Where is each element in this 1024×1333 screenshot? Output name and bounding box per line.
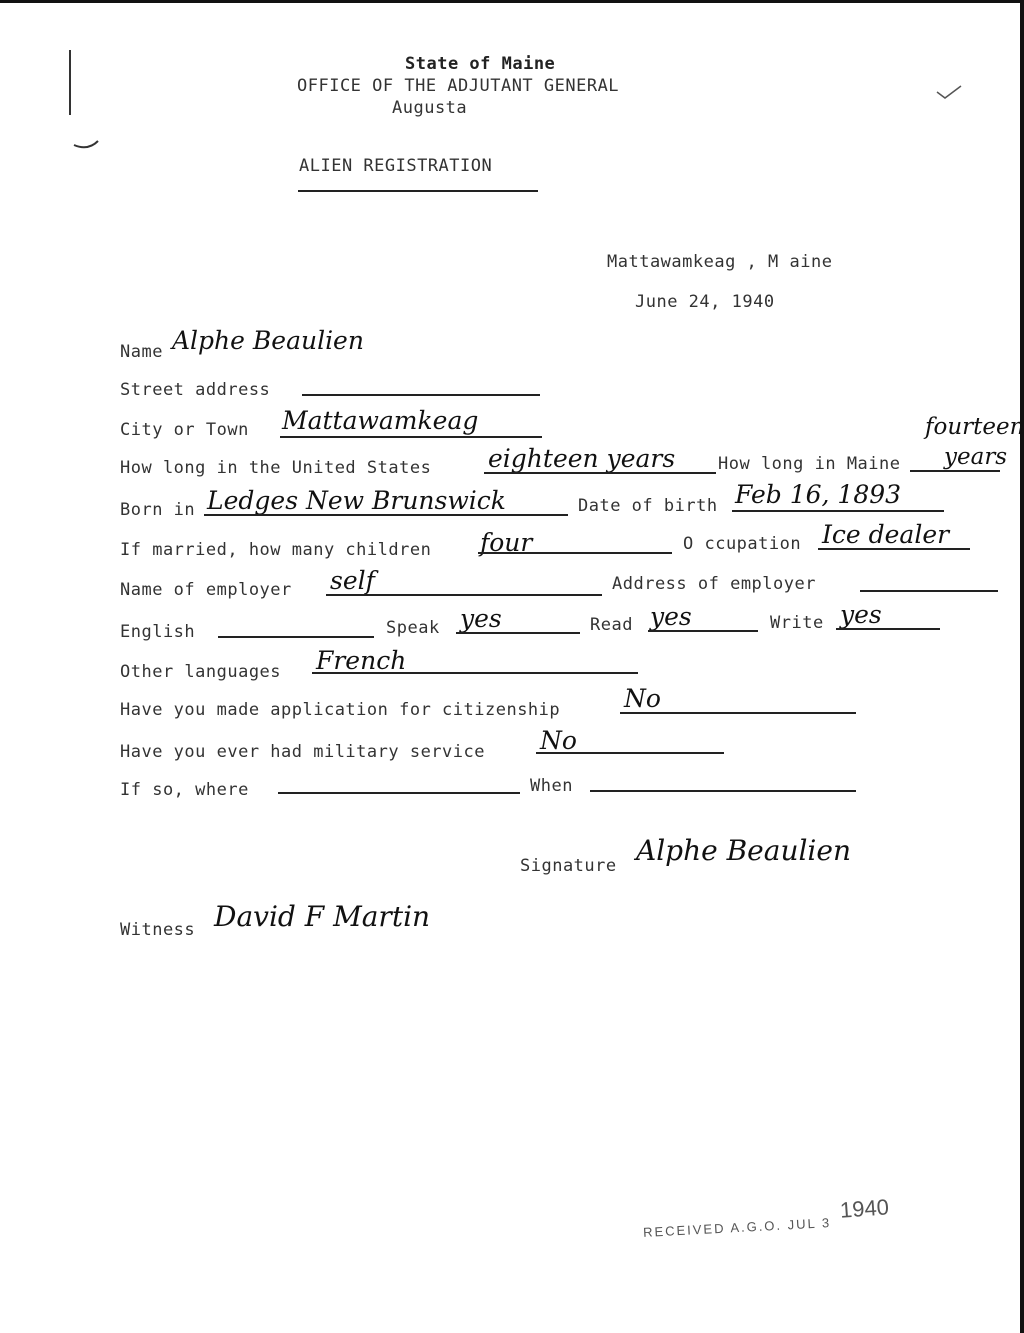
label-military: Have you ever had military service bbox=[120, 742, 485, 762]
write-line bbox=[836, 628, 940, 630]
value-how-long-maine-2: years bbox=[944, 444, 1008, 470]
value-city-town: Mattawamkeag bbox=[282, 406, 479, 435]
scan-edge-right bbox=[1020, 0, 1024, 1333]
maine-line bbox=[910, 470, 1000, 472]
title-underline bbox=[298, 190, 538, 192]
date: June 24, 1940 bbox=[635, 292, 775, 312]
received-stamp-year: 1940 bbox=[839, 1194, 890, 1223]
label-english: English bbox=[120, 622, 196, 642]
received-stamp: RECEIVED A.G.O. JUL 3 bbox=[642, 1215, 832, 1240]
label-read: Read bbox=[590, 615, 633, 635]
label-dob: Date of birth bbox=[578, 496, 718, 516]
label-other-languages: Other languages bbox=[120, 662, 282, 682]
label-employer-address: Address of employer bbox=[612, 574, 816, 594]
street-line bbox=[302, 394, 540, 396]
us-line bbox=[484, 472, 716, 474]
label-street: Street address bbox=[120, 380, 271, 400]
value-speak: yes bbox=[460, 604, 502, 633]
children-line bbox=[478, 552, 672, 554]
label-how-long-maine: How long in Maine bbox=[718, 454, 901, 474]
label-if-so-where: If so, where bbox=[120, 780, 249, 800]
label-born-in: Born in bbox=[120, 500, 196, 520]
label-married: If married, how many children bbox=[120, 540, 432, 560]
header-state: State of Maine bbox=[405, 54, 556, 74]
label-occupation: O ccupation bbox=[683, 534, 802, 554]
label-how-long-us: How long in the United States bbox=[120, 458, 432, 478]
value-write: yes bbox=[840, 600, 882, 629]
value-read: yes bbox=[650, 602, 692, 631]
value-dob: Feb 16, 1893 bbox=[735, 480, 902, 509]
other-languages-line bbox=[312, 672, 638, 674]
value-military: No bbox=[540, 726, 577, 755]
value-children: four bbox=[480, 528, 533, 557]
label-employer: Name of employer bbox=[120, 580, 292, 600]
employer-address-line bbox=[860, 590, 998, 592]
scan-edge-top bbox=[0, 0, 1024, 3]
label-city-town: City or Town bbox=[120, 420, 249, 440]
when-line bbox=[590, 790, 856, 792]
speak-line bbox=[456, 632, 580, 634]
check-mark-icon bbox=[935, 82, 965, 102]
form-title: ALIEN REGISTRATION bbox=[299, 156, 493, 176]
value-citizenship: No bbox=[624, 684, 661, 713]
where-line bbox=[278, 792, 520, 794]
value-born-in: Ledges New Brunswick bbox=[207, 486, 506, 515]
value-other-languages: French bbox=[316, 646, 407, 675]
label-citizenship: Have you made application for citizenship bbox=[120, 700, 561, 720]
label-when: When bbox=[530, 776, 573, 796]
header-city: Augusta bbox=[392, 98, 468, 118]
value-name: Alphe Beaulien bbox=[172, 326, 364, 355]
header-office: OFFICE OF THE ADJUTANT GENERAL bbox=[297, 76, 620, 96]
label-name: Name bbox=[120, 342, 163, 362]
value-witness: David F Martin bbox=[214, 900, 431, 933]
margin-mark bbox=[60, 45, 110, 165]
citizenship-line bbox=[620, 712, 856, 714]
value-how-long-us: eighteen years bbox=[488, 444, 676, 473]
value-how-long-maine-1: fourteen bbox=[925, 414, 1024, 440]
employer-line bbox=[326, 594, 602, 596]
born-line bbox=[204, 514, 568, 516]
read-line bbox=[648, 630, 758, 632]
english-line bbox=[218, 636, 374, 638]
value-signature: Alphe Beaulien bbox=[636, 834, 851, 867]
label-signature: Signature bbox=[520, 856, 617, 876]
dob-line bbox=[732, 510, 944, 512]
occupation-line bbox=[818, 548, 970, 550]
label-write: Write bbox=[770, 613, 824, 633]
label-speak: Speak bbox=[386, 618, 440, 638]
label-witness: Witness bbox=[120, 920, 196, 940]
value-occupation: Ice dealer bbox=[822, 520, 950, 549]
value-employer: self bbox=[330, 566, 375, 595]
place: Mattawamkeag , M aine bbox=[607, 252, 833, 272]
military-line bbox=[536, 752, 724, 754]
city-line bbox=[280, 436, 542, 438]
